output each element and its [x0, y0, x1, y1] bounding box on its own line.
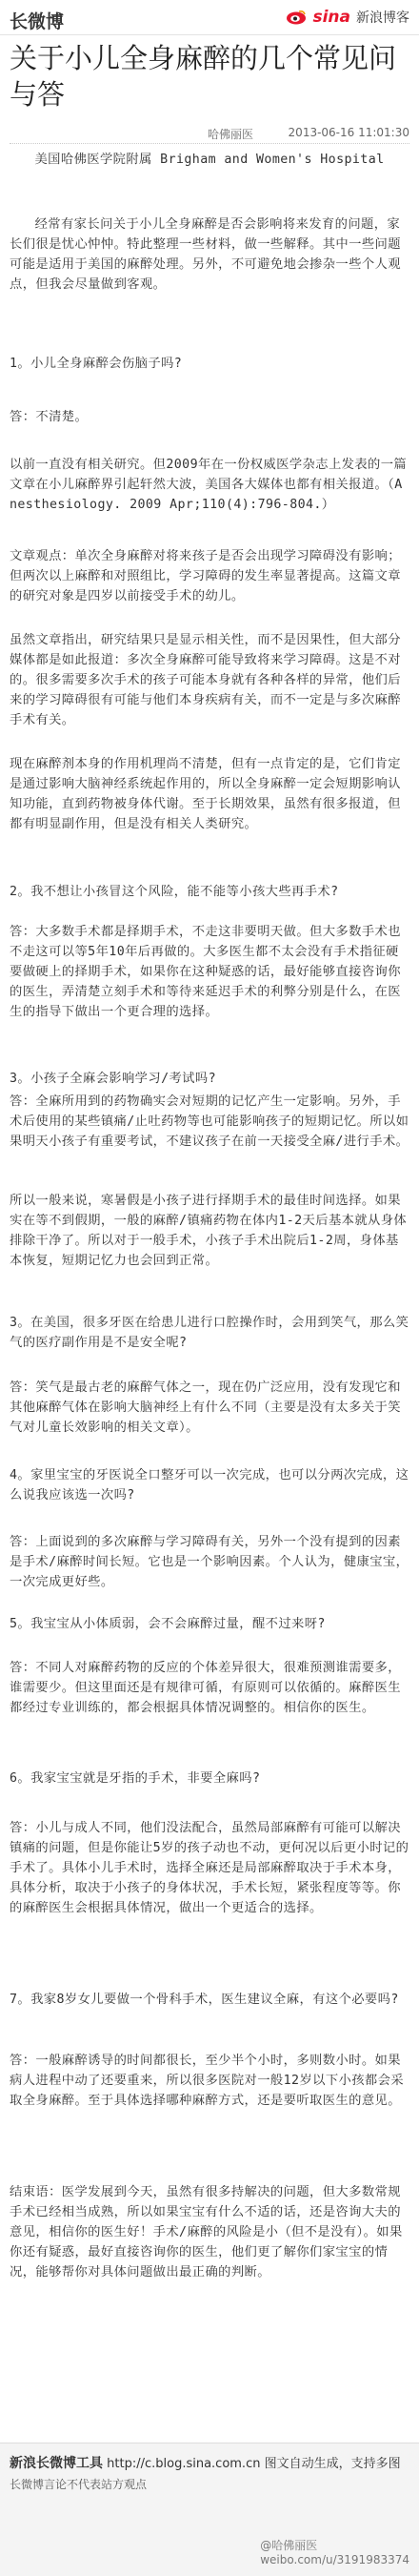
conclusion-paragraph: 结束语：医学发展到今天，虽然有很多持解决的问题，但大多数常规手术已经相当成熟，所以如果宝宝有什么不适的话，还是咨询大夫的意见，相信你的医生好！手术/麻醉的风险是小（但不是没有）。如果你还有疑惑，最好直接咨询你的医生，他们更了解你们家宝宝的情况，能够帮你对具体问题做出最正确的判断。 [10, 2185, 403, 2280]
answer-paragraph: 答：一般麻醉诱导的时间都很长，至少半个小时，多则数小时。如果病人进程中动了还要重来，所以很多医院对一般12岁以下小孩都会采取全身麻醉。至于具体选择哪种麻醉方式，还是要听取医生的意见。 [10, 2054, 405, 2108]
question-heading: 6。我家宝宝就是牙指的手术，非要全麻吗? [10, 1771, 261, 1786]
sina-blog-logo[interactable] [286, 8, 409, 27]
sina-logo-text: sina [312, 8, 350, 27]
answer-paragraph: 答：上面说到的多次麻醉与学习障碍有关，另外一个没有提到的因素是手术/麻醉时间长短。它也是一个影响因素。个人认为，健康宝宝，一次完成更好些。 [10, 1535, 409, 1589]
watermark-handle: @哈佛丽医 [260, 2539, 318, 2552]
answer-paragraph: 虽然文章指出，研究结果只是显示相关性，而不是因果性，但大部分媒体都是如此报道：多次全身麻醉可能导致将来学习障碍。这是不对的。很多需要多次手术的孩子可能本身就有各种各样的异常，他们后来的学习障碍很有可能与他们本身疾病有关，而不一定是与多次麻醉手术有关。 [10, 633, 401, 727]
publish-date: 2013-06-16 11:01:30 [288, 126, 409, 139]
article-meta [10, 126, 409, 144]
article-body [10, 148, 409, 2438]
blog-logo-text: 新浪博客 [356, 10, 409, 26]
answer-paragraph: 文章观点：单次全身麻醉对将来孩子是否会出现学习障碍没有影响；但两次以上麻醉和对照组比，学习障碍的发生率显著提高。这篇文章的研究对象是四岁以前接受手术的幼儿。 [10, 549, 401, 603]
affiliation-line: 美国哈佛医学院附属 Brigham and Women's Hospital [34, 153, 385, 167]
footer [0, 2443, 419, 2576]
article-title: 关于小儿全身麻醉的几个常见问与答 [10, 42, 397, 111]
question-heading: 5。我宝宝从小体质弱，会不会麻醉过量，醒不过来呀? [10, 1617, 326, 1631]
question-heading: 4。家里宝宝的牙医说全口整牙可以一次完成，也可以分两次完成，这么说我应该选一次吗? [10, 1468, 409, 1503]
question-heading: 3。在美国，很多牙医在给患儿进行口腔操作时，会用到笑气，那么笑气的医疗副作用是不是安全呢? [10, 1316, 409, 1350]
brand-title: 长微博 [10, 11, 65, 32]
question-heading: 3。小孩子全麻会影响学习/考试吗? [10, 1072, 216, 1086]
tool-url-link[interactable]: http://c.blog.sina.com.cn [107, 2457, 261, 2471]
weibo-id-link[interactable]: weibo.com/u/3191983374 [260, 2553, 409, 2566]
tool-description: 图文自动生成，支持多图 [264, 2457, 401, 2471]
author-link[interactable]: 哈佛丽医 [208, 128, 254, 141]
question-heading: 1。小儿全身麻醉会伤脑子吗? [10, 357, 183, 371]
footer-watermark [260, 2537, 409, 2566]
answer-paragraph: 答：全麻所用到的药物确实会对短期的记忆产生一定影响。另外，手术后使用的某些镇痛/止吐药物等也可能影响孩子的短期记忆。所以如果明天小孩子有重要考试，不建议孩子在前一天接受全麻/进行手术。 [10, 1094, 409, 1149]
answer-paragraph: 答：不同人对麻醉药物的反应的个体差异很大，很难预测谁需要多，谁需要少。但这里面还是有规律可循，有原则可以依循的。麻醉医生都经过专业训练的，都会根据具体情况调整的。相信你的医生。 [10, 1661, 401, 1715]
footer-disclaimer: 长微博言论不代表站方观点 [10, 2478, 148, 2491]
footer-tool-line [10, 2453, 401, 2472]
answer-paragraph: 答：大多数手术都是择期手术，不走这非要明天做。但大多数手术也不走这可以等5年10年后再做的。大多医生都不太会没有手术指征硬要做硬上的择期手术，如果你在这种疑惑的话，最好能够直接咨询你的医生，弄清楚立刻手术和等待来延迟手术的利弊分别是什么，在医生的指导下做出一个更合理的选择。 [10, 925, 401, 1019]
question-heading: 7。我家8岁女儿要做一个骨科手术，医生建议全麻，有这个必要吗? [10, 1993, 399, 2007]
sina-eye-logo-icon [286, 9, 307, 26]
tool-name: 新浪长微博工具 [10, 2456, 103, 2471]
question-heading: 2。我不想让小孩冒这个风险，能不能等小孩大些再手术? [10, 885, 339, 899]
top-bar [0, 0, 419, 35]
answer-paragraph: 答：笑气是最古老的麻醉气体之一，现在仍广泛应用，没有发现它和其他麻醉气体在影响大脑神经上有什么不同（主要是没有太多关于笑气对儿童长效影响的相关文章）。 [10, 1380, 401, 1435]
answer-paragraph: 所以一般来说，寒暑假是小孩子进行择期手术的最佳时间选择。如果实在等不到假期，一般的麻醉/镇痛药物在体内1-2天后基本就从身体排除干净了。所以对于一般手术，小孩子手术出院后1-2周，身体基本恢复，短期记忆力也会回到正常。 [10, 1194, 408, 1268]
answer-paragraph: 答：小儿与成人不同，他们没法配合，虽然局部麻醉有可能可以解决镇痛的问题，但是你能让5岁的孩子动也不动，更何况以后更小时记的手术了。具体小儿手术时，选择全麻还是局部麻醉取决于手术本身，具体分析，取决于小孩子的身体状况，手术长短，紧张程度等等。你的麻醉医生会根据具体情况，做出一个更适合的选择。 [10, 1821, 409, 1915]
answer-paragraph: 答：不清楚。 [10, 410, 89, 424]
answer-paragraph: 现在麻醉剂本身的作用机理尚不清楚，但有一点肯定的是，它们肯定是通过影响大脑神经系统起作用的，所以全身麻醉一定会短期影响认知功能，直到药物被身体代谢。至于长期效果，虽然有很多报道，但都有明显副作用，但是没有相关人类研究。 [10, 757, 401, 831]
answer-paragraph: 以前一直没有相关研究。但2009年在一份权威医学杂志上发表的一篇文章在小儿麻醉界引起轩然大波，美国各大媒体也都有相关报道。（Anesthesiology. 2009 Apr;110(4):796-804.） [10, 458, 408, 512]
intro-paragraph: 经常有家长问关于小儿全身麻醉是否会影响将来发育的问题，家长们很是忧心忡忡。特此整理一些材料，做一些解释。其中一些问题可能是适用于美国的麻醉处理。另外，不可避免地会掺杂一些个人观点，但我会尽量做到客观。 [10, 217, 401, 292]
